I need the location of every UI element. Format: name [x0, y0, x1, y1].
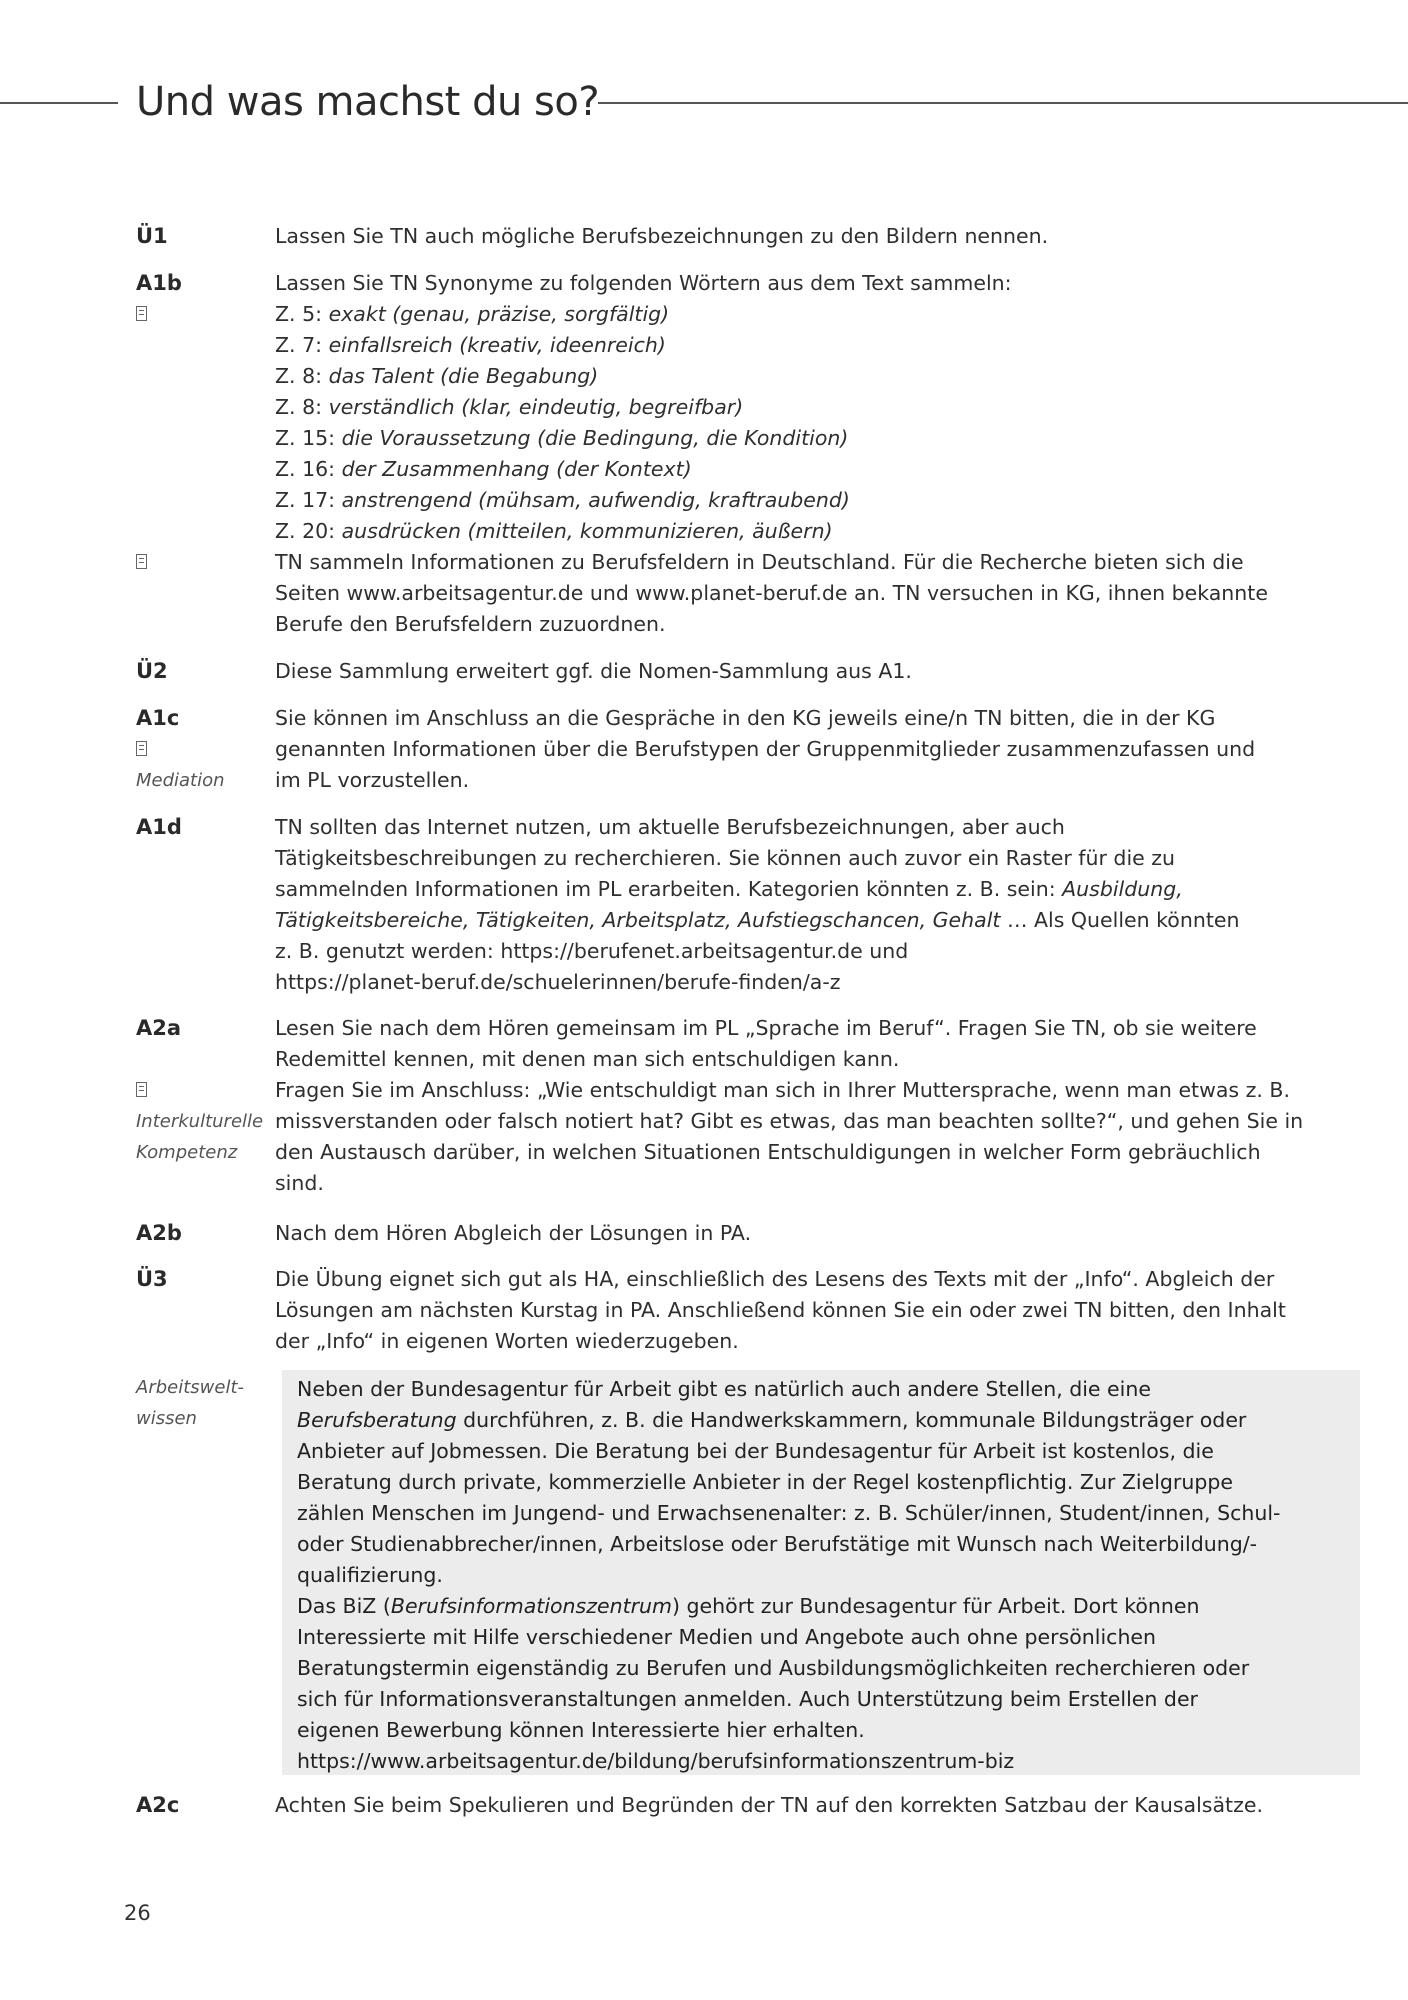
page-title: Und was machst du so?: [136, 79, 600, 125]
body-line: Lesen Sie nach dem Hören gemeinsam im PL „Sprache im Beruf“. Fragen Sie TN, ob sie weitere: [275, 1016, 1257, 1040]
info-line: zählen Menschen im Jungend- und Erwachsenenalter: z. B. Schüler/innen, Student/innen, Schul-: [297, 1501, 1281, 1525]
info-line: oder Studienabbrecher/innen, Arbeitslose oder Berufstätige mit Wunsch nach Weiterbildung/-: [297, 1532, 1258, 1556]
synonym-line: Z. 7: einfallsreich (kreativ, ideenreich): [275, 333, 666, 357]
info-box: [282, 1370, 1360, 1775]
body-line: sammelnden Informationen im PL erarbeiten. Kategorien könnten z. B. sein: Ausbildung,: [275, 877, 1183, 901]
body-line: TN sollten das Internet nutzen, um aktuelle Berufsbezeichnungen, aber auch: [275, 815, 1065, 839]
body-line: der „Info“ in eigenen Worten wiederzugeben.: [275, 1329, 739, 1353]
section-code: Ü3: [136, 1267, 168, 1291]
synonym-line: Z. 5: exakt (genau, präzise, sorgfältig): [275, 302, 670, 326]
body-line: Lösungen am nächsten Kurstag in PA. Anschließend können Sie ein oder zwei TN bitten, den Inhalt: [275, 1298, 1286, 1322]
synonym-line: Z. 20: ausdrücken (mitteilen, kommunizieren, äußern): [275, 519, 833, 543]
body-line: genannten Informationen über die Berufstypen der Gruppenmitglieder zusammenzufassen und: [275, 737, 1256, 761]
body-line: Lassen Sie TN Synonyme zu folgenden Wörtern aus dem Text sammeln:: [275, 271, 1012, 295]
body-line: Tätigkeitsbereiche, Tätigkeiten, Arbeitsplatz, Aufstiegschancen, Gehalt … Als Quellen könnten: [275, 908, 1240, 932]
info-line: Berufsberatung durchführen, z. B. die Handwerkskammern, kommunale Bildungsträger oder: [297, 1408, 1247, 1432]
body-line: z. B. genutzt werden: https://berufenet.arbeitsagentur.de und: [275, 939, 909, 963]
extra-material-icon: [136, 1075, 276, 1106]
body-line: Lassen Sie TN auch mögliche Berufsbezeichnungen zu den Bildern nennen.: [275, 224, 1049, 248]
synonym-line: Z. 17: anstrengend (mühsam, aufwendig, kraftraubend): [275, 488, 850, 512]
body-line: TN sammeln Informationen zu Berufsfeldern in Deutschland. Für die Recherche bieten sich die: [275, 550, 1244, 574]
info-line: qualifizierung.: [297, 1563, 443, 1587]
extra-material-icon: [136, 299, 276, 330]
info-line: Interessierte mit Hilfe verschiedener Medien und Angebote auch ohne persönlichen: [297, 1625, 1157, 1649]
body-line: Achten Sie beim Spekulieren und Begründen der TN auf den korrekten Satzbau der Kausalsätze.: [275, 1793, 1263, 1817]
body-line: Fragen Sie im Anschluss: „Wie entschuldigt man sich in Ihrer Muttersprache, wenn man etwas z. B.: [275, 1078, 1290, 1102]
body-line: Diese Sammlung erweitert ggf. die Nomen-Sammlung aus A1.: [275, 659, 912, 683]
section-code: A2b: [136, 1221, 182, 1245]
body-line: Nach dem Hören Abgleich der Lösungen in PA.: [275, 1221, 752, 1245]
body-line: Berufe den Berufsfeldern zuzuordnen.: [275, 612, 666, 636]
body-line: Redemittel kennen, mit denen man sich entschuldigen kann.: [275, 1047, 900, 1071]
infobox-label: Arbeitswelt-: [136, 1377, 244, 1398]
section-code: A1c: [136, 706, 180, 730]
synonym-line: Z. 8: das Talent (die Begabung): [275, 364, 599, 388]
section-code: Ü2: [136, 659, 168, 683]
competence-label: Kompetenz: [136, 1142, 238, 1163]
body-line: den Austausch darüber, in welchen Situationen Entschuldigungen in welcher Form gebräuchlich: [275, 1140, 1261, 1164]
extra-material-icon: [136, 547, 276, 578]
body-line: https://planet-beruf.de/schuelerinnen/berufe-finden/a-z: [275, 970, 841, 994]
body-line: Tätigkeitsbeschreibungen zu recherchieren. Sie können auch zuvor ein Raster für die zu: [275, 846, 1176, 870]
header-rule-right: [598, 102, 1408, 104]
body-line: Sie können im Anschluss an die Gespräche in den KG jeweils eine/n TN bitten, die in der KG: [275, 706, 1216, 730]
body-line: sind.: [275, 1171, 324, 1195]
body-line: Seiten www.arbeitsagentur.de und www.planet-beruf.de an. TN versuchen in KG, ihnen bekannte: [275, 581, 1268, 605]
info-line: Beratungstermin eigenständig zu Berufen und Ausbildungsmöglichkeiten recherchieren oder: [297, 1656, 1250, 1680]
infobox-label: wissen: [136, 1408, 197, 1429]
info-line: Anbieter auf Jobmessen. Die Beratung bei der Bundesagentur für Arbeit ist kostenlos, die: [297, 1439, 1214, 1463]
section-code: A2a: [136, 1016, 182, 1040]
section-code: A1d: [136, 815, 182, 839]
competence-label: Interkulturelle: [136, 1111, 264, 1132]
info-link[interactable]: https://www.arbeitsagentur.de/bildung/berufsinformationszentrum-biz: [297, 1749, 1015, 1773]
page-number: 26: [124, 1901, 151, 1925]
body-line: Die Übung eignet sich gut als HA, einschließlich des Lesens des Texts mit der „Info“. Abgleich der: [275, 1267, 1275, 1291]
synonym-line: Z. 16: der Zusammenhang (der Kontext): [275, 457, 692, 481]
synonym-line: Z. 15: die Voraussetzung (die Bedingung, die Kondition): [275, 426, 849, 450]
section-code: A1b: [136, 271, 182, 295]
info-line: Beratung durch private, kommerzielle Anbieter in der Regel kostenpflichtig. Zur Zielgruppe: [297, 1470, 1233, 1494]
extra-material-icon: [136, 734, 276, 765]
synonym-line: Z. 8: verständlich (klar, eindeutig, begreifbar): [275, 395, 744, 419]
info-line: eigenen Bewerbung können Interessierte hier erhalten.: [297, 1718, 865, 1742]
body-line: missverstanden oder falsch notiert hat? Gibt es etwas, das man beachten sollte?“, und gehen Sie in: [275, 1109, 1304, 1133]
competence-label: Mediation: [136, 770, 225, 791]
body-line: im PL vorzustellen.: [275, 768, 470, 792]
info-line: sich für Informationsveranstaltungen anmelden. Auch Unterstützung beim Erstellen der: [297, 1687, 1198, 1711]
section-code: Ü1: [136, 224, 168, 248]
info-line: Neben der Bundesagentur für Arbeit gibt es natürlich auch andere Stellen, die eine: [297, 1377, 1151, 1401]
section-code: A2c: [136, 1793, 180, 1817]
info-line: Das BiZ (Berufsinformationszentrum) gehört zur Bundesagentur für Arbeit. Dort können: [297, 1594, 1200, 1618]
header-rule-left: [0, 102, 118, 104]
page-header: [0, 72, 1408, 132]
